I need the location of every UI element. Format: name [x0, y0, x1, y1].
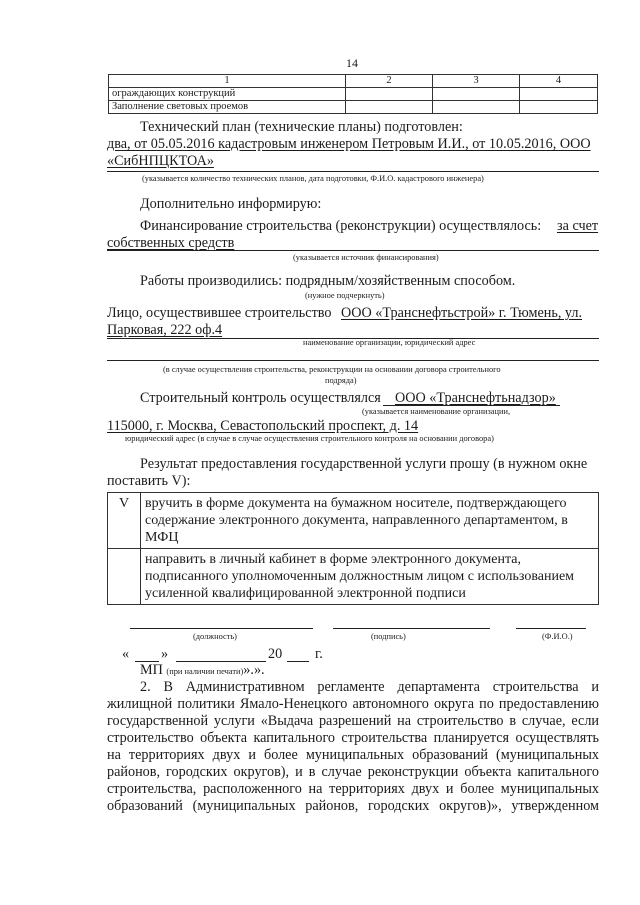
name-line — [516, 628, 586, 629]
financing-caption: (указывается источник финансирования) — [293, 253, 439, 262]
paragraph2-line: на территориях двух и более муниципальных образований (муниципальных — [107, 747, 599, 763]
result-option[interactable] — [108, 493, 599, 549]
paragraph2-line: строительства, расположенного на территориях двух и более муниципальных — [107, 781, 599, 797]
year-prefix: 20 — [268, 646, 283, 662]
tech-plan-caption: (указывается количество технических планов, дата подготовки, Ф.И.О. кадастрового инженера) — [142, 174, 484, 183]
tech-plan-line1: Технический план (технические планы) подготовлен: — [140, 119, 463, 135]
result-line1: Результат предоставления государственной услуги прошу (в нужном окне — [140, 456, 588, 472]
control-address: 115000, г. Москва, Севастопольский проспект, д. 14 — [107, 418, 419, 434]
control-value: ООО «Транснефтьнадзор» — [395, 390, 556, 406]
table-header-cell: 3 — [433, 75, 520, 88]
financing-text: Финансирование строительства (реконструкции) осуществлялось: — [140, 218, 542, 234]
stamp: МП (при наличии печати)».». — [140, 662, 265, 678]
option-checkbox[interactable] — [108, 549, 141, 605]
option-text: вручить в форме документа на бумажном носителе, подтверждающего содержание электронного документа, направленного департаментом, в МФЦ — [141, 493, 599, 549]
tech-plan-line3: «СибНПЦКТОА» — [107, 153, 214, 169]
builder-value-a: ООО «Транснефтьстрой» г. Тюмень, ул. — [341, 305, 583, 321]
builder-label: Лицо, осуществившее строительство — [107, 305, 332, 321]
paragraph2-line: 2. В Административном регламенте департамента строительства и — [140, 679, 599, 695]
tech-plan-line2: два, от 05.05.2016 кадастровым инженером Петровым И.И., от 10.05.2016, ООО — [107, 136, 591, 152]
result-line2: поставить V): — [107, 473, 191, 489]
works-text: Работы производились: подрядным/хозяйственным способом. — [140, 273, 516, 289]
option-text: направить в личный кабинет в форме электронного документа, подписанного уполномоченным должностным лицом с использованием усиленной квалифицированной электронной подписи — [141, 549, 599, 605]
position-line — [130, 628, 313, 629]
builder-line2 — [107, 360, 599, 361]
table-row — [109, 101, 598, 114]
works-caption: (нужное подчеркнуть) — [305, 291, 385, 300]
name-caption: (Ф.И.О.) — [542, 632, 573, 641]
paragraph2-line: жилищной политики Ямало-Ненецкого автономного округа по предоставлению — [107, 696, 599, 712]
builder-caption2b: подряда) — [325, 376, 357, 385]
table-cell: ограждающих конструкций — [109, 88, 346, 101]
closing-quote: ».». — [243, 662, 265, 678]
date-open: « — [122, 646, 130, 662]
paragraph2-line: строительство объекта капитального строительства планируется осуществлять — [107, 730, 599, 746]
paragraph2-line: образований (муниципальных районов, городских округов)», утвержденном — [107, 798, 599, 814]
result-option[interactable] — [108, 549, 599, 605]
table-header-cell: 4 — [520, 75, 598, 88]
control-line — [383, 405, 560, 406]
tech-plan-line — [107, 171, 599, 172]
option-checkbox[interactable]: V — [108, 493, 141, 549]
position-caption: (должность) — [193, 632, 237, 641]
table-row — [109, 88, 598, 101]
table-cell: Заполнение световых проемов — [109, 101, 346, 114]
financing-line — [107, 250, 599, 251]
table-header-cell: 2 — [346, 75, 433, 88]
control-caption-a: (указывается наименование организации, — [362, 407, 511, 416]
control-label: Строительный контроль осуществлялся — [140, 390, 381, 406]
sign-line — [333, 628, 490, 629]
paragraph2-line: районов, городских округов), и в случае реконструкции объекта капитального — [107, 764, 599, 780]
builder-caption1: наименование организации, юридический адрес — [303, 338, 476, 347]
builder-value-b: Парковая, 222 оф.4 — [107, 322, 223, 338]
year-suffix: г. — [315, 646, 323, 662]
stamp-note: (при наличии печати) — [166, 667, 244, 676]
table-header-row — [109, 75, 598, 88]
financing-value-b: собственных средств — [107, 235, 235, 251]
date-close: » — [161, 646, 169, 662]
additional-heading: Дополнительно информирую: — [140, 196, 322, 212]
sign-caption: (подпись) — [371, 632, 406, 641]
table-header-cell: 1 — [109, 75, 346, 88]
page-number: 14 — [346, 56, 358, 70]
financing-value-a: за счет — [557, 218, 599, 234]
builder-caption2a: (в случае осуществления строительства, реконструкции на основании договора строительного — [163, 365, 501, 374]
top-table — [108, 74, 598, 114]
result-options-table — [107, 492, 599, 605]
paragraph2-line: государственной услуги «Выдача разрешений на строительство в случае, если — [107, 713, 599, 729]
control-caption-b: юридический адрес (в случае в случае осуществления строительного контроля на основании договора) — [125, 434, 494, 443]
date-year-line — [287, 661, 309, 662]
